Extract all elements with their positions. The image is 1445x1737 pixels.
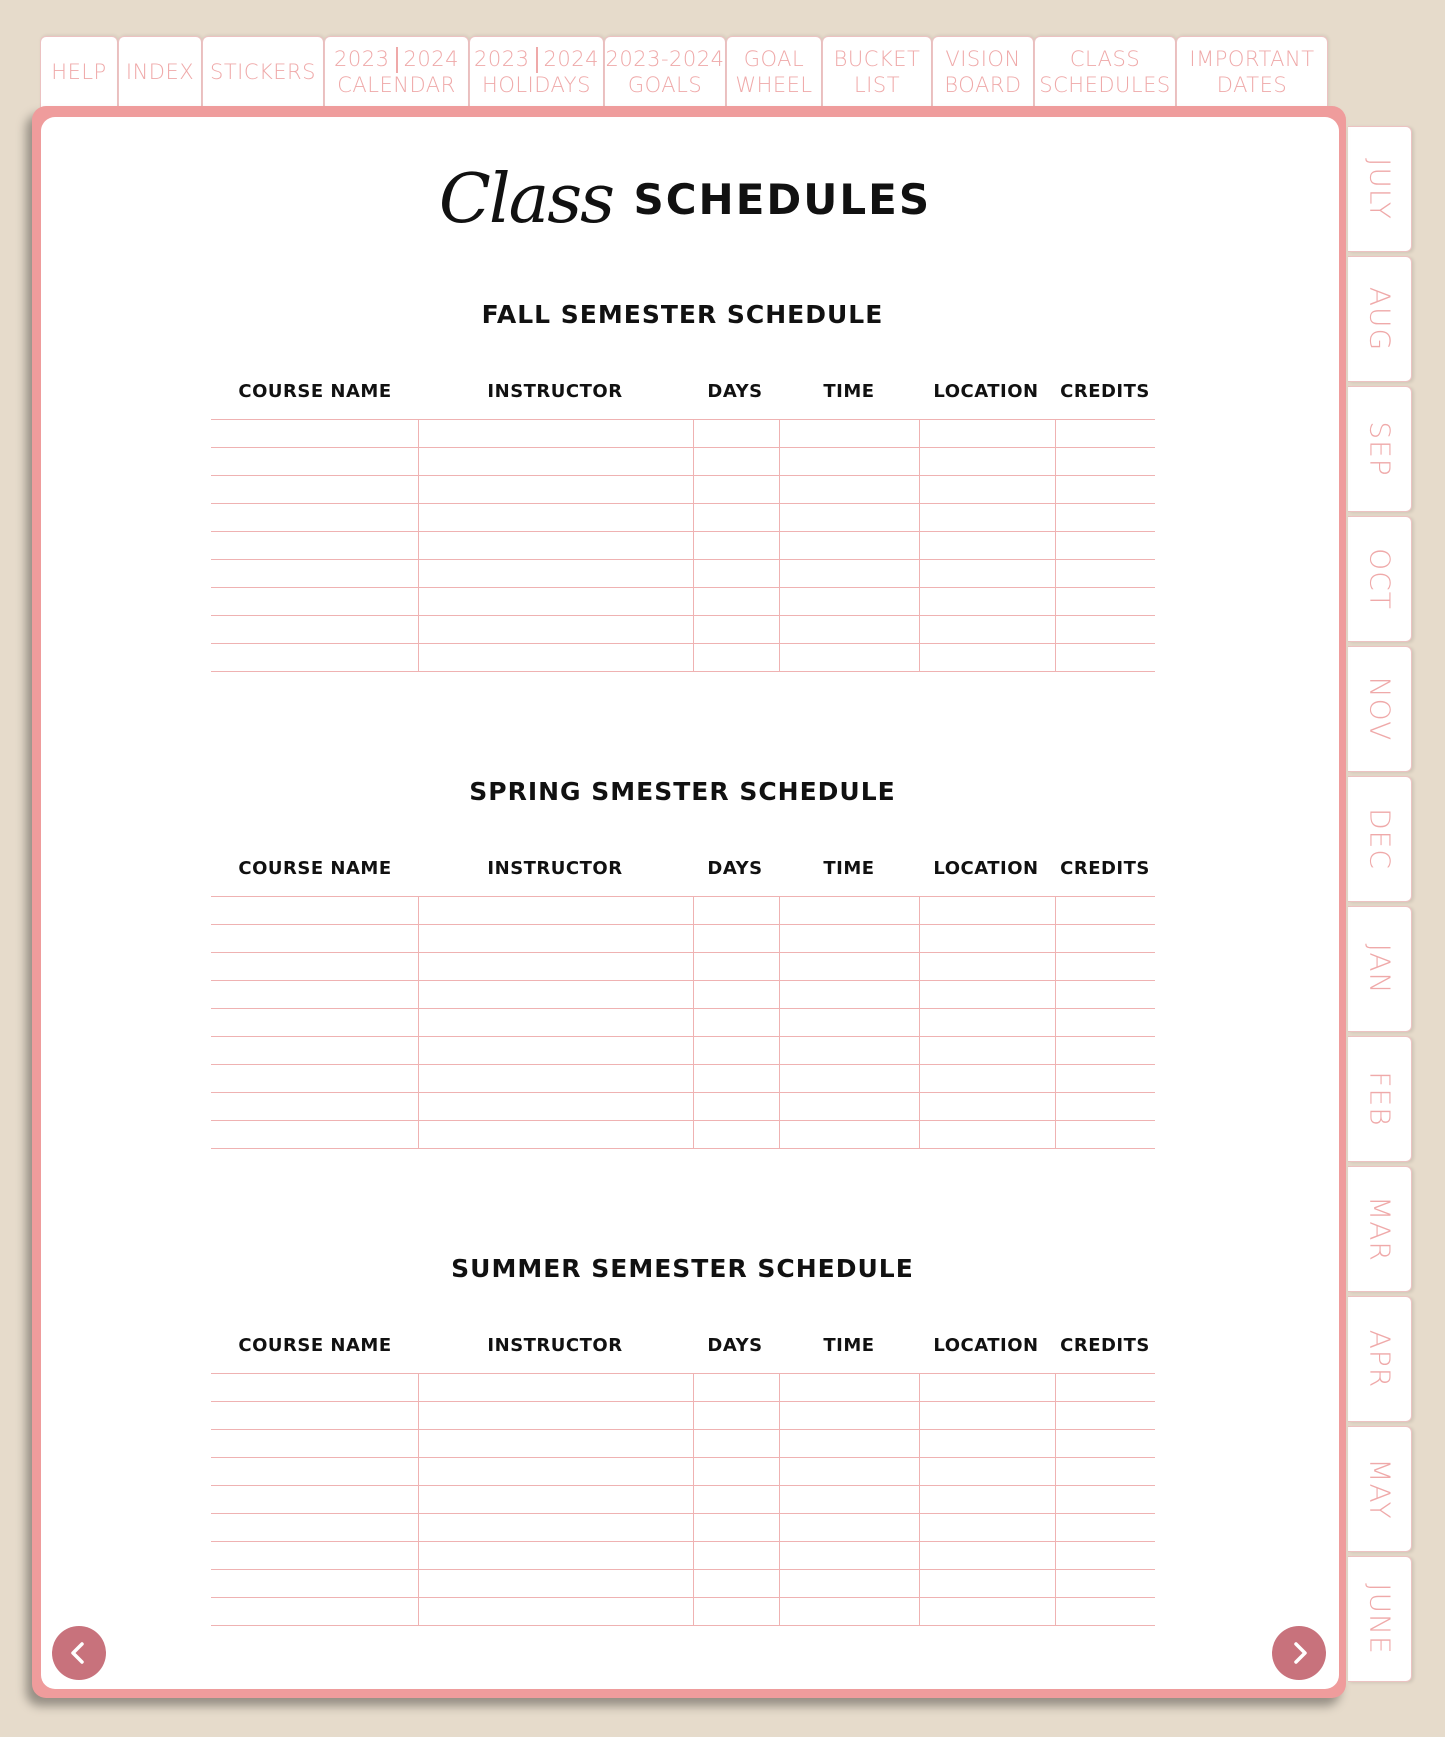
table-row-line bbox=[211, 1429, 1155, 1430]
col-course-name: COURSE NAME bbox=[238, 381, 392, 402]
table-row-line bbox=[211, 1485, 1155, 1486]
table-column-line bbox=[1055, 896, 1056, 1148]
table-row-line bbox=[211, 980, 1155, 981]
table-row-line bbox=[211, 531, 1155, 532]
tab-important-dates-line1: IMPORTANT bbox=[1189, 47, 1315, 72]
table-row-line bbox=[211, 1373, 1155, 1374]
table-column-line bbox=[418, 896, 419, 1148]
tab-help-label: HELP bbox=[51, 59, 107, 84]
table-row-line bbox=[211, 924, 1155, 925]
month-tab-label: FEB bbox=[1363, 1071, 1396, 1127]
tab-goals-line2: GOALS bbox=[627, 72, 703, 97]
page-title-main: SCHEDULES bbox=[633, 175, 932, 224]
tab-stickers[interactable] bbox=[202, 36, 324, 108]
table-column-line bbox=[693, 1373, 694, 1625]
table-column-line bbox=[779, 419, 780, 671]
month-tab-label: JAN bbox=[1363, 943, 1396, 995]
month-tab-label: MAR bbox=[1363, 1196, 1396, 1262]
tab-calendar-label: CALENDAR bbox=[337, 72, 456, 97]
tab-goals-line1: 2023-2024 bbox=[605, 47, 725, 72]
table-row-line bbox=[211, 952, 1155, 953]
tab-bucket-list-line1: BUCKET bbox=[833, 47, 921, 72]
spring-semester-heading: SPRING SMESTER SCHEDULE bbox=[469, 777, 896, 806]
month-tab-june[interactable] bbox=[1348, 1556, 1412, 1682]
month-tab-nov[interactable] bbox=[1348, 646, 1412, 772]
table-row-line bbox=[211, 559, 1155, 560]
month-tab-label: OCT bbox=[1363, 548, 1396, 610]
tab-vision-board-line2: BOARD bbox=[944, 72, 1022, 97]
col-location: LOCATION bbox=[933, 1335, 1039, 1356]
table-row-line bbox=[211, 896, 1155, 897]
tab-index[interactable] bbox=[118, 36, 202, 108]
chevron-right-icon bbox=[1285, 1639, 1313, 1667]
page-title-script: Class bbox=[438, 160, 614, 239]
table-row-line bbox=[211, 1597, 1155, 1598]
fall-schedule-table[interactable] bbox=[211, 419, 1155, 671]
tab-class-schedules-line1: CLASS bbox=[1069, 47, 1141, 72]
tab-calendar-year-a: 2023 bbox=[334, 47, 390, 72]
month-tab-feb[interactable] bbox=[1348, 1036, 1412, 1162]
table-row-line bbox=[211, 447, 1155, 448]
col-days: DAYS bbox=[707, 1335, 763, 1356]
table-column-line bbox=[418, 419, 419, 671]
tab-stickers-label: STICKERS bbox=[210, 59, 316, 84]
tab-vision-board[interactable] bbox=[932, 36, 1034, 108]
col-instructor: INSTRUCTOR bbox=[487, 858, 623, 879]
col-course-name: COURSE NAME bbox=[238, 1335, 392, 1356]
tab-goal-wheel-line1: GOAL bbox=[743, 47, 805, 72]
month-tab-label: APR bbox=[1363, 1329, 1396, 1389]
table-row-line bbox=[211, 1064, 1155, 1065]
month-tab-label: JUNE bbox=[1363, 1583, 1396, 1655]
table-column-line bbox=[693, 896, 694, 1148]
tab-class-schedules[interactable] bbox=[1034, 36, 1176, 108]
tab-goal-wheel-line2: WHEEL bbox=[735, 72, 813, 97]
summer-schedule-table[interactable] bbox=[211, 1373, 1155, 1625]
col-time: TIME bbox=[823, 1335, 875, 1356]
col-days: DAYS bbox=[707, 381, 763, 402]
tab-holidays-years bbox=[468, 47, 605, 72]
month-tab-label: JULY bbox=[1363, 158, 1396, 220]
tab-calendar[interactable] bbox=[324, 36, 469, 108]
table-row-line bbox=[211, 1148, 1155, 1149]
tab-bucket-list[interactable] bbox=[822, 36, 932, 108]
col-location: LOCATION bbox=[933, 381, 1039, 402]
col-days: DAYS bbox=[707, 858, 763, 879]
chevron-left-icon bbox=[65, 1639, 93, 1667]
col-instructor: INSTRUCTOR bbox=[487, 381, 623, 402]
tab-holidays-year-b: 2024 bbox=[536, 47, 605, 72]
tab-vision-board-line1: VISION bbox=[945, 47, 1021, 72]
table-column-line bbox=[1055, 1373, 1056, 1625]
tab-help[interactable] bbox=[40, 36, 118, 108]
prev-page-button[interactable] bbox=[52, 1626, 106, 1680]
month-tab-label: NOV bbox=[1363, 676, 1396, 742]
tab-calendar-year-b: 2024 bbox=[396, 47, 465, 72]
table-row-line bbox=[211, 1541, 1155, 1542]
table-column-line bbox=[919, 896, 920, 1148]
tab-holidays-label: HOLIDAYS bbox=[482, 72, 591, 97]
month-tab-jan[interactable] bbox=[1348, 906, 1412, 1032]
table-row-line bbox=[211, 475, 1155, 476]
month-tab-oct[interactable] bbox=[1348, 516, 1412, 642]
page-title bbox=[0, 160, 1370, 239]
table-row-line bbox=[211, 1401, 1155, 1402]
col-time: TIME bbox=[823, 858, 875, 879]
col-time: TIME bbox=[823, 381, 875, 402]
table-column-line bbox=[418, 1373, 419, 1625]
table-row-line bbox=[211, 587, 1155, 588]
table-column-line bbox=[779, 1373, 780, 1625]
month-tab-label: SEP bbox=[1363, 421, 1396, 477]
table-row-line bbox=[211, 1092, 1155, 1093]
tab-bucket-list-line2: LIST bbox=[853, 72, 901, 97]
table-row-line bbox=[211, 1120, 1155, 1121]
table-row-line bbox=[211, 1008, 1155, 1009]
table-row-line bbox=[211, 419, 1155, 420]
spring-schedule-table[interactable] bbox=[211, 896, 1155, 1148]
tab-holidays-year-a: 2023 bbox=[474, 47, 530, 72]
col-instructor: INSTRUCTOR bbox=[487, 1335, 623, 1356]
table-column-line bbox=[919, 1373, 920, 1625]
table-column-line bbox=[919, 419, 920, 671]
table-row-line bbox=[211, 643, 1155, 644]
table-row-line bbox=[211, 671, 1155, 672]
tab-calendar-years bbox=[328, 47, 465, 72]
tab-class-schedules-line2: SCHEDULES bbox=[1039, 72, 1171, 97]
fall-semester-heading: FALL SEMESTER SCHEDULE bbox=[481, 300, 884, 329]
table-column-line bbox=[1055, 419, 1056, 671]
table-column-line bbox=[779, 896, 780, 1148]
col-credits: CREDITS bbox=[1060, 858, 1150, 879]
month-tab-label: MAY bbox=[1363, 1458, 1396, 1520]
col-course-name: COURSE NAME bbox=[238, 858, 392, 879]
table-row-line bbox=[211, 1569, 1155, 1570]
tab-holidays[interactable] bbox=[469, 36, 604, 108]
table-row-line bbox=[211, 503, 1155, 504]
month-tab-may[interactable] bbox=[1348, 1426, 1412, 1552]
next-page-button[interactable] bbox=[1272, 1626, 1326, 1680]
table-row-line bbox=[211, 1036, 1155, 1037]
tab-goal-wheel[interactable] bbox=[726, 36, 822, 108]
tab-important-dates[interactable] bbox=[1176, 36, 1328, 108]
col-credits: CREDITS bbox=[1060, 1335, 1150, 1356]
tab-goals[interactable] bbox=[604, 36, 726, 108]
col-location: LOCATION bbox=[933, 858, 1039, 879]
tab-important-dates-line2: DATES bbox=[1216, 72, 1288, 97]
month-tab-label: DEC bbox=[1363, 808, 1396, 870]
table-column-line bbox=[693, 419, 694, 671]
month-tab-sep[interactable] bbox=[1348, 386, 1412, 512]
month-tab-apr[interactable] bbox=[1348, 1296, 1412, 1422]
summer-semester-heading: SUMMER SEMESTER SCHEDULE bbox=[451, 1254, 914, 1283]
col-credits: CREDITS bbox=[1060, 381, 1150, 402]
table-row-line bbox=[211, 1457, 1155, 1458]
month-tab-label: AUG bbox=[1363, 286, 1396, 352]
table-row-line bbox=[211, 1625, 1155, 1626]
table-row-line bbox=[211, 1513, 1155, 1514]
tab-index-label: INDEX bbox=[125, 59, 195, 84]
table-row-line bbox=[211, 615, 1155, 616]
